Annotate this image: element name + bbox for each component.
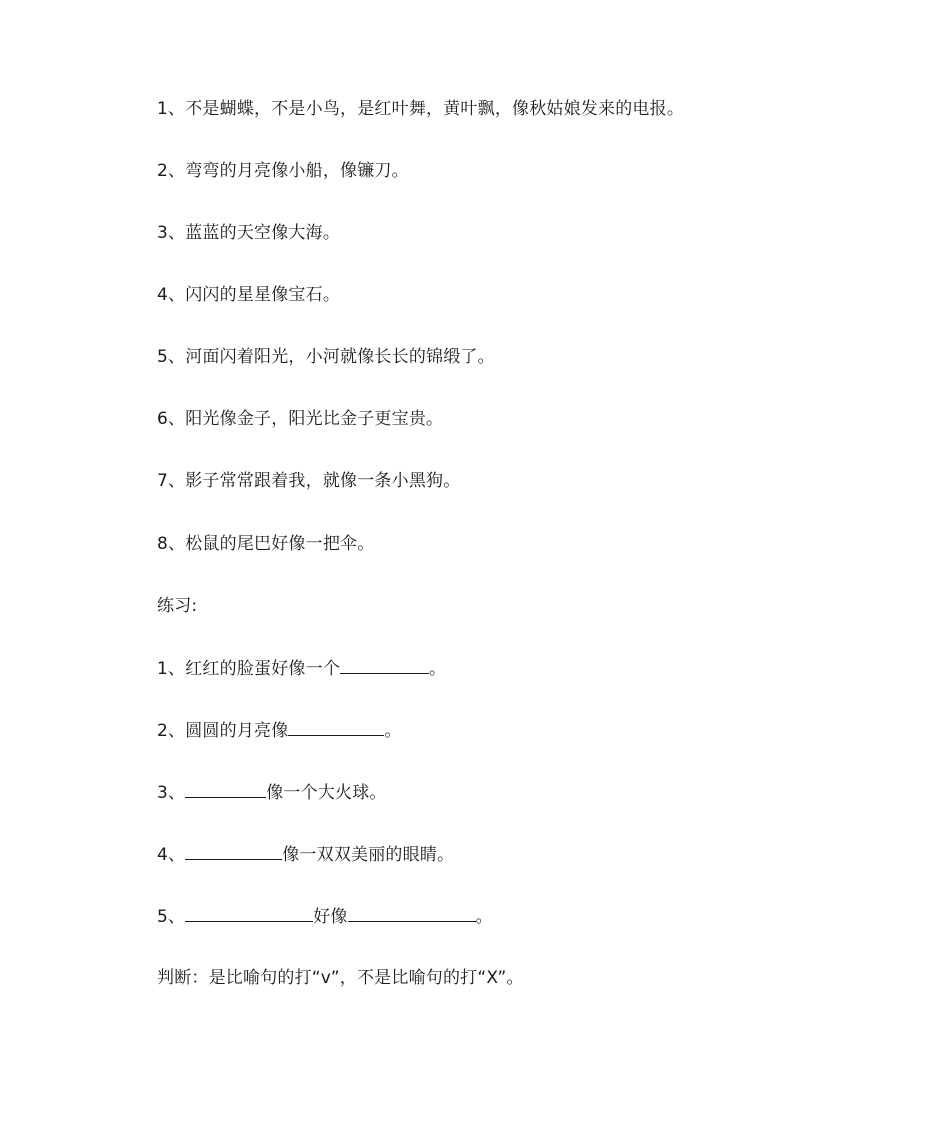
practice-1 — [157, 657, 446, 680]
answer-blank[interactable] — [348, 905, 476, 922]
example-text: 不是蝴蝶，不是小鸟，是红叶舞，黄叶飘，像秋姑娘发来的电报。 — [185, 99, 685, 119]
practice-3 — [157, 781, 387, 804]
example-7 — [157, 470, 460, 492]
example-number: 4、 — [157, 285, 186, 305]
example-text: 弯弯的月亮像小船，像镰刀。 — [185, 161, 409, 181]
answer-blank[interactable] — [185, 781, 266, 798]
example-number: 6、 — [157, 409, 186, 429]
practice-2 — [157, 719, 402, 742]
example-number: 2、 — [157, 161, 186, 181]
judge-instruction: 判断：是比喻句的打“v”，不是比喻句的打“X”。 — [157, 968, 524, 988]
practice-text-after: 像一个大火球。 — [266, 783, 387, 803]
example-text: 河面闪着阳光，小河就像长长的锦缎了。 — [185, 347, 495, 367]
practice-text-after: 。 — [475, 907, 493, 927]
example-number: 7、 — [157, 471, 186, 491]
answer-blank[interactable] — [185, 905, 313, 922]
example-number: 8、 — [157, 534, 186, 554]
answer-blank[interactable] — [185, 843, 282, 860]
practice-number: 2、 — [157, 721, 186, 741]
example-1 — [157, 98, 684, 120]
example-4 — [157, 284, 340, 306]
practice-5 — [157, 905, 493, 928]
answer-blank[interactable] — [288, 719, 384, 736]
practice-heading: 练习: — [157, 596, 198, 616]
practice-text-after: 像一双双美丽的眼睛。 — [282, 845, 455, 865]
practice-text-after: 。 — [429, 659, 447, 679]
example-5 — [157, 346, 495, 368]
example-number: 5、 — [157, 347, 186, 367]
example-6 — [157, 408, 443, 430]
example-text: 阳光像金子，阳光比金子更宝贵。 — [185, 409, 444, 429]
example-text: 影子常常跟着我，就像一条小黑狗。 — [185, 471, 461, 491]
example-8 — [157, 533, 374, 555]
example-text: 蓝蓝的天空像大海。 — [185, 223, 341, 243]
practice-text-before: 圆圆的月亮像 — [185, 721, 289, 741]
practice-text-before: 红红的脸蛋好像一个 — [185, 659, 341, 679]
practice-number: 1、 — [157, 659, 186, 679]
example-3 — [157, 222, 340, 244]
practice-text-middle: 好像 — [313, 907, 348, 927]
practice-number: 5、 — [157, 907, 186, 927]
example-number: 3、 — [157, 223, 186, 243]
example-text: 松鼠的尾巴好像一把伞。 — [185, 534, 375, 554]
practice-text-after: 。 — [384, 721, 402, 741]
example-number: 1、 — [157, 99, 186, 119]
example-2 — [157, 160, 409, 182]
practice-4 — [157, 843, 454, 866]
practice-number: 4、 — [157, 845, 186, 865]
example-text: 闪闪的星星像宝石。 — [185, 285, 341, 305]
answer-blank[interactable] — [340, 657, 429, 674]
practice-number: 3、 — [157, 783, 186, 803]
